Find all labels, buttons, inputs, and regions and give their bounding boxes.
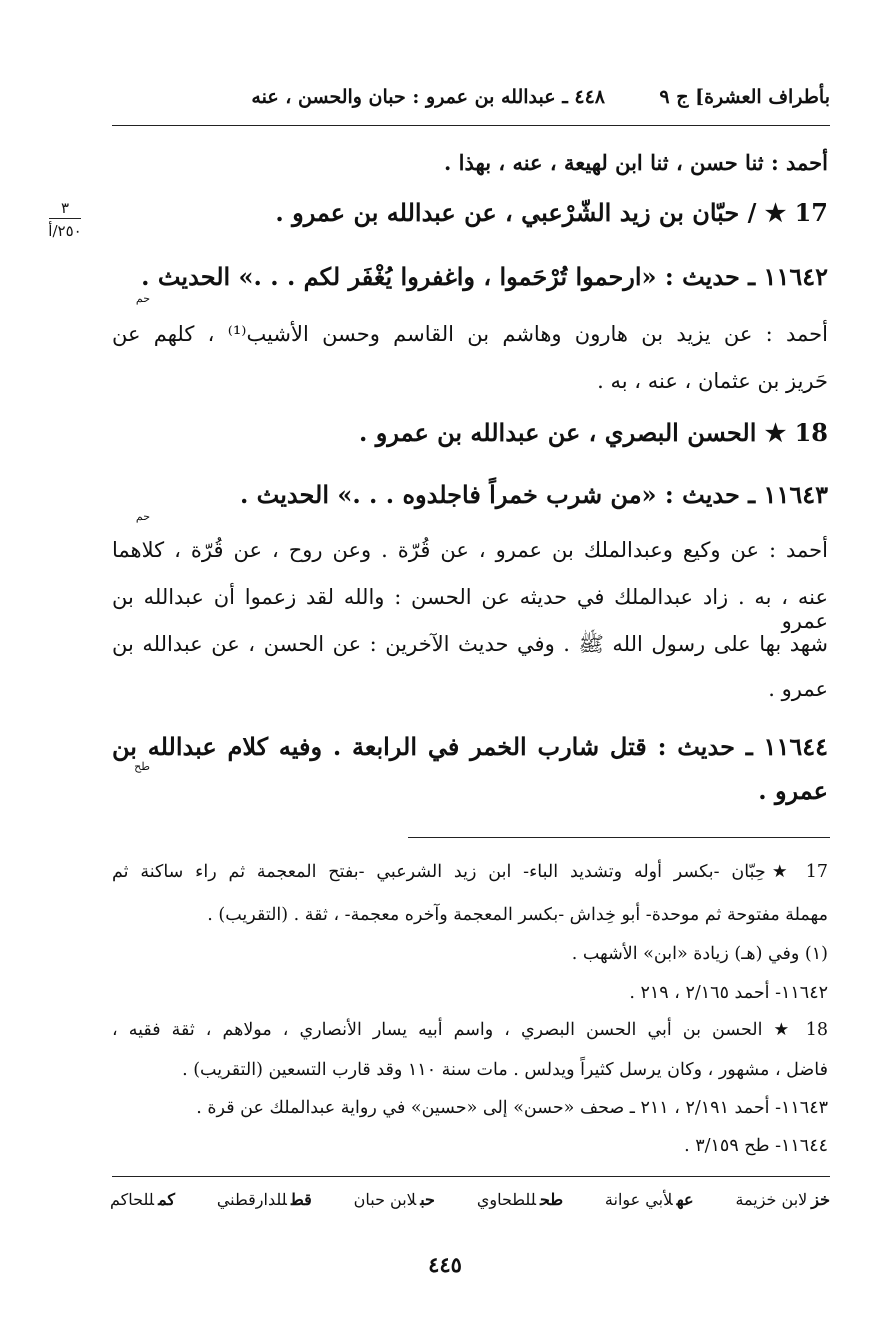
hadith-11642-code: حم [135,292,150,305]
footnote-rule [408,837,830,838]
footnote-line: (١) وفي (هـ) زيادة «ابن» الأشهب . [571,944,828,964]
text-line: عنه ، به . زاد عبدالملك في حديثه عن الحسن : والله لقد زعموا أن عبدالله بن عمرو [112,585,828,633]
hadith-11642: ١١٦٤٢ ـ حديث : «ارحموا تُرْحَموا ، واغفروا يُغْفَر لكم . . .» الحديث . [141,262,828,291]
hadith-11643-code: حم [135,510,150,523]
entry-18: 18 ★ الحسن البصري ، عن عبدالله بن عمرو . [359,418,828,447]
legend-item: قطللدارقطني [216,1190,312,1209]
hadith-11644-code: طح [134,760,150,773]
footnote-line: ١١٦٤٢- أحمد ٢/١٦٥ ، ٢١٩ . [629,983,828,1003]
margin-note-top: ٣ [49,198,81,219]
text-line: أحمد : ثنا حسن ، ثنا ابن لهيعة ، عنه ، بهذا . [444,150,828,175]
footnote-line: 18 ★ الحسن بن أبي الحسن البصري ، واسم أبيه يسار الأنصاري ، مولاهم ، ثقة فقيه ، [112,1020,828,1040]
hadith-11643: ١١٦٤٣ ـ حديث : «من شرب خمراً فاجلدوه . . .» الحديث . [239,480,828,509]
margin-note [35,198,95,241]
footnote-line: فاضل ، مشهور ، وكان يرسل كثيراً ويدلس . مات سنة ١١٠ وقد قارب التسعين (التقريب) . [182,1060,828,1080]
text-line: أحمد : عن يزيد بن هارون وهاشم بن القاسم وحسن الأشيب⁽¹⁾ ، كلهم عن [112,322,828,346]
footnote-line: ١١٦٤٣- أحمد ٢/١٩١ ، ٢١١ ـ صحف «حسن» إلى «حسين» في رواية عبدالملك عن قرة . [196,1098,828,1118]
legend-rule [112,1176,830,1177]
footnote-line: 17 ★حِبّان -بكسر أوله وتشديد الباء- ابن زيد الشرعبي -بفتح المعجمة ثم راء ساكنة ثم [112,862,828,882]
text-line: شهد بها على رسول الله ﷺ . وفي حديث الآخرين : عن الحسن ، عن عبدالله بن [112,632,828,656]
legend-item: عهلأبي عوانة [604,1190,694,1209]
header-title: ٤٤٨ ـ عبدالله بن عمرو : حبان والحسن ، عنه [251,86,605,108]
legend-item: حبلابن حبان [353,1190,435,1209]
page-number: ٤٤٥ [428,1252,462,1277]
abbreviation-legend [110,1190,830,1209]
footnote-line: ١١٦٤٤- طح ٣/١٥٩ . [684,1136,828,1156]
running-header [112,86,830,116]
text-line: حَريز بن عثمان ، عنه ، به . [597,369,828,393]
header-rule [112,125,830,126]
legend-item: خزلابن خزيمة [735,1190,830,1209]
hadith-11644: ١١٦٤٤ ـ حديث : قتل شارب الخمر في الرابعة . وفيه كلام عبدالله بن [112,732,828,761]
text-line: عمرو . [758,776,828,805]
footnote-line: مهملة مفتوحة ثم موحدة- أبو خِداش -بكسر المعجمة وآخره معجمة- ، ثقة . (التقريب) . [207,905,828,925]
text-line: عمرو . [768,677,828,701]
legend-item: طحللطحاوي [476,1190,564,1209]
text-line: أحمد : عن وكيع وعبدالملك بن عمرو ، عن قُرّة . وعن روح ، عن قُرّة ، كلاهما [112,538,828,562]
entry-17: 17 ★ / حبّان بن زيد الشّرْعبي ، عن عبدالله بن عمرو . [275,198,828,227]
margin-note-bottom: ٢٥٠/أ [48,222,82,240]
header-volume: بأطراف العشرة] ج ٩ [659,86,830,108]
legend-item: كمللحاكم [110,1190,175,1209]
